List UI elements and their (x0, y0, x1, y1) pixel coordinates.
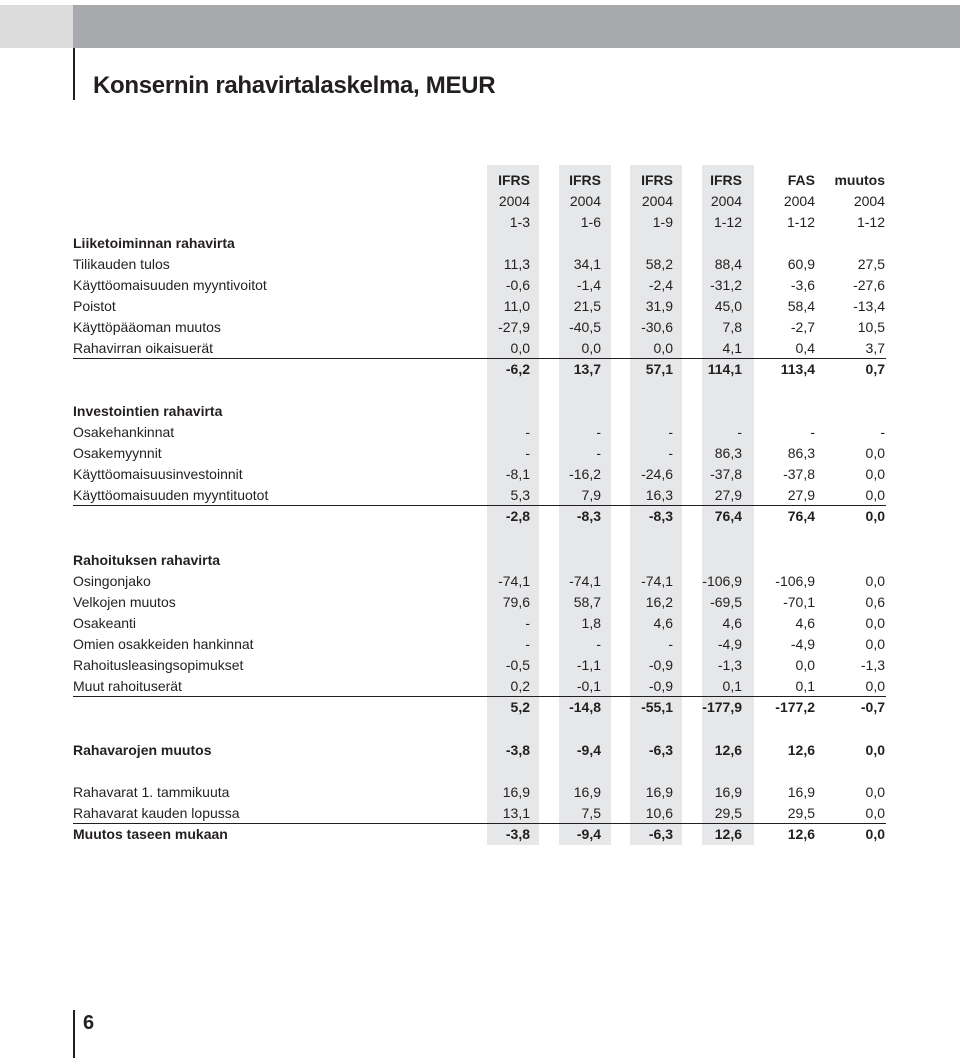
cell-ifrs-2004-q1: -3,8 (505, 826, 530, 842)
cell-muutos: 3,7 (865, 340, 885, 356)
header-band-light (0, 5, 73, 48)
cell-ifrs-2004-h1: 7,9 (581, 487, 601, 503)
cell-ifrs-2004-q1: IFRS (498, 172, 530, 188)
table-row (73, 253, 886, 274)
table-row (73, 570, 886, 591)
cell-ifrs-2004-fy: -4,9 (717, 636, 742, 652)
cell-fas-2004-fy: 12,6 (787, 742, 815, 758)
cell-ifrs-2004-fy: -31,2 (710, 277, 742, 293)
subtotal-row (73, 505, 886, 526)
cell-muutos: 0,0 (865, 805, 885, 821)
table-row (73, 484, 886, 505)
cell-ifrs-2004-h1: -1,4 (576, 277, 601, 293)
cell-muutos: 1-12 (856, 214, 885, 230)
row-label: Tilikauden tulos (73, 256, 170, 272)
cell-muutos: 0,0 (865, 445, 885, 461)
cell-fas-2004-fy: 0,0 (795, 657, 815, 673)
row-label: Muut rahoituserät (73, 678, 182, 694)
cell-ifrs-2004-q1: -74,1 (498, 573, 530, 589)
cell-ifrs-2004-q1: 2004 (498, 193, 530, 209)
table-row (73, 633, 886, 654)
cell-ifrs-2004-9m: IFRS (641, 172, 673, 188)
header-row-standard (73, 169, 886, 190)
cell-fas-2004-fy: -4,9 (790, 636, 815, 652)
muutos-taseen-mukaan-row (73, 823, 886, 844)
cell-ifrs-2004-h1: 1,8 (581, 615, 601, 631)
row-label: Rahavirran oikaisuerät (73, 340, 214, 356)
cell-ifrs-2004-q1: - (525, 445, 530, 461)
cell-ifrs-2004-9m: 16,3 (645, 487, 673, 503)
section-heading (73, 549, 886, 570)
cell-muutos: -1,3 (860, 657, 885, 673)
cell-fas-2004-fy: -70,1 (783, 594, 815, 610)
cell-ifrs-2004-9m: -30,6 (641, 319, 673, 335)
cell-ifrs-2004-fy: 4,1 (722, 340, 742, 356)
row-label: Osakehankinnat (73, 424, 175, 440)
table-row (73, 421, 886, 442)
subtotal-row (73, 358, 886, 379)
subtotal-row (73, 696, 886, 717)
cell-fas-2004-fy: 2004 (783, 193, 815, 209)
cell-ifrs-2004-fy: -1,3 (717, 657, 742, 673)
cell-ifrs-2004-h1: - (596, 445, 601, 461)
table-row (73, 612, 886, 633)
cell-fas-2004-fy: 0,1 (795, 678, 815, 694)
cell-fas-2004-fy: 1-12 (786, 214, 815, 230)
cell-fas-2004-fy: 4,6 (795, 615, 815, 631)
cell-ifrs-2004-9m: -55,1 (641, 699, 673, 715)
header-row-period (73, 211, 886, 232)
page-title: Konsernin rahavirtalaskelma, MEUR (93, 72, 496, 99)
cell-fas-2004-fy: 113,4 (780, 361, 815, 377)
cell-ifrs-2004-q1: -3,8 (505, 742, 530, 758)
row-label: Poistot (73, 298, 116, 314)
title-accent-line (73, 48, 75, 100)
row-label: Osakemyynnit (73, 445, 162, 461)
cell-muutos: 0,0 (865, 636, 885, 652)
cell-ifrs-2004-q1: 16,9 (502, 784, 530, 800)
cell-ifrs-2004-fy: 27,9 (714, 487, 742, 503)
cell-ifrs-2004-fy: 12,6 (714, 742, 742, 758)
cell-ifrs-2004-h1: 58,7 (573, 594, 601, 610)
cell-ifrs-2004-h1: -1,1 (576, 657, 601, 673)
cell-fas-2004-fy: -37,8 (783, 466, 815, 482)
row-label: Omien osakkeiden hankinnat (73, 636, 254, 652)
cell-muutos: muutos (834, 172, 885, 188)
cell-ifrs-2004-h1: 2004 (569, 193, 601, 209)
table-row (73, 337, 886, 358)
cell-ifrs-2004-fy: 7,8 (722, 319, 742, 335)
row-label: Käyttöomaisuuden myyntituotot (73, 487, 269, 503)
cell-ifrs-2004-q1: 0,0 (510, 340, 530, 356)
cell-fas-2004-fy: 60,9 (787, 256, 815, 272)
cell-fas-2004-fy: FAS (787, 172, 815, 188)
cell-ifrs-2004-q1: -6,2 (505, 361, 530, 377)
cell-fas-2004-fy: 86,3 (787, 445, 815, 461)
table-row (73, 654, 886, 675)
cell-ifrs-2004-h1: 1-6 (580, 214, 601, 230)
row-label: Liiketoiminnan rahavirta (73, 235, 235, 251)
cell-ifrs-2004-h1: 13,7 (573, 361, 601, 377)
page-number: 6 (83, 1012, 95, 1034)
cell-muutos: - (880, 424, 885, 440)
cell-ifrs-2004-h1: -16,2 (569, 466, 601, 482)
row-label: Velkojen muutos (73, 594, 176, 610)
cell-ifrs-2004-9m: - (668, 445, 673, 461)
cell-ifrs-2004-q1: 11,0 (503, 298, 530, 314)
cell-ifrs-2004-q1: - (525, 636, 530, 652)
cell-ifrs-2004-fy: 0,1 (722, 678, 742, 694)
cell-muutos: 0,6 (865, 594, 885, 610)
cash-row (73, 781, 886, 802)
cell-ifrs-2004-q1: 79,6 (502, 594, 530, 610)
cell-ifrs-2004-h1: 21,5 (573, 298, 601, 314)
cell-ifrs-2004-h1: IFRS (569, 172, 601, 188)
cell-ifrs-2004-9m: -24,6 (641, 466, 673, 482)
cell-ifrs-2004-h1: 7,5 (581, 805, 601, 821)
cell-ifrs-2004-9m: - (668, 636, 673, 652)
table-row (73, 316, 886, 337)
row-label: Rahoituksen rahavirta (73, 552, 221, 568)
row-label: Käyttöpääoman muutos (73, 319, 221, 335)
cell-fas-2004-fy: 0,4 (795, 340, 815, 356)
cell-ifrs-2004-fy: 12,6 (714, 826, 742, 842)
cell-ifrs-2004-q1: -8,1 (505, 466, 530, 482)
row-label: Investointien rahavirta (73, 403, 223, 419)
cell-ifrs-2004-fy: -37,8 (710, 466, 742, 482)
cell-ifrs-2004-fy: 114,1 (707, 361, 742, 377)
cell-fas-2004-fy: 16,9 (787, 784, 815, 800)
cell-muutos: 0,0 (865, 615, 885, 631)
row-label: Rahoitusleasingsopimukset (73, 657, 244, 673)
table-row (73, 463, 886, 484)
cell-ifrs-2004-h1: 34,1 (573, 256, 601, 272)
header-row-year (73, 190, 886, 211)
cell-ifrs-2004-9m: -6,3 (648, 826, 673, 842)
cell-muutos: 27,5 (857, 256, 885, 272)
cell-ifrs-2004-h1: 0,0 (581, 340, 601, 356)
cell-ifrs-2004-q1: 0,2 (510, 678, 530, 694)
row-label: Käyttöomaisuuden myyntivoitot (73, 277, 267, 293)
cell-fas-2004-fy: 12,6 (787, 826, 815, 842)
cell-ifrs-2004-9m: 0,0 (653, 340, 673, 356)
cell-ifrs-2004-q1: 13,1 (502, 805, 530, 821)
cell-ifrs-2004-h1: -9,4 (576, 826, 601, 842)
cell-muutos: 0,0 (865, 466, 885, 482)
cell-ifrs-2004-9m: 16,2 (645, 594, 673, 610)
cell-muutos: 0,0 (865, 487, 885, 503)
row-label: Käyttöomaisuusinvestoinnit (73, 466, 243, 482)
cell-ifrs-2004-fy: 2004 (710, 193, 742, 209)
cell-muutos: 0,0 (865, 678, 885, 694)
cell-fas-2004-fy: -3,6 (790, 277, 815, 293)
row-label: Osakeanti (73, 615, 137, 631)
cell-muutos: -0,7 (860, 699, 885, 715)
cell-ifrs-2004-fy: 1-12 (713, 214, 742, 230)
cell-muutos: 0,0 (865, 826, 885, 842)
cell-fas-2004-fy: 27,9 (787, 487, 815, 503)
cell-fas-2004-fy: - (810, 424, 815, 440)
cell-ifrs-2004-h1: - (596, 636, 601, 652)
cell-ifrs-2004-9m: 10,6 (645, 805, 673, 821)
cell-ifrs-2004-fy: 76,4 (714, 508, 742, 524)
cell-muutos: 0,0 (865, 784, 885, 800)
cell-fas-2004-fy: 29,5 (787, 805, 815, 821)
cell-fas-2004-fy: 76,4 (787, 508, 815, 524)
row-label: Rahavarat 1. tammikuuta (73, 784, 230, 800)
cell-ifrs-2004-q1: - (525, 424, 530, 440)
cell-muutos: 0,0 (865, 573, 885, 589)
cell-ifrs-2004-fy: -69,5 (710, 594, 742, 610)
cell-fas-2004-fy: -177,2 (775, 699, 815, 715)
cash-row (73, 802, 886, 823)
cell-ifrs-2004-q1: -2,8 (505, 508, 530, 524)
cell-ifrs-2004-9m: -8,3 (648, 508, 673, 524)
cell-ifrs-2004-q1: -0,6 (505, 277, 530, 293)
cell-muutos: 0,0 (865, 742, 885, 758)
cell-ifrs-2004-9m: -2,4 (648, 277, 673, 293)
page-number-accent-line (73, 1010, 75, 1058)
cell-ifrs-2004-fy: -106,9 (702, 573, 742, 589)
cell-ifrs-2004-q1: - (525, 615, 530, 631)
cell-ifrs-2004-9m: 2004 (641, 193, 673, 209)
cell-ifrs-2004-q1: 11,3 (503, 256, 530, 272)
cell-ifrs-2004-fy: 16,9 (714, 784, 742, 800)
table-row (73, 591, 886, 612)
cell-muutos: 2004 (853, 193, 885, 209)
table-row (73, 442, 886, 463)
cell-muutos: 10,5 (857, 319, 885, 335)
cell-ifrs-2004-9m: 31,9 (645, 298, 673, 314)
cell-ifrs-2004-fy: -177,9 (702, 699, 742, 715)
cell-ifrs-2004-h1: -14,8 (569, 699, 601, 715)
cell-ifrs-2004-h1: -9,4 (576, 742, 601, 758)
cell-ifrs-2004-h1: 16,9 (573, 784, 601, 800)
row-label: Rahavarat kauden lopussa (73, 805, 240, 821)
cell-ifrs-2004-fy: 4,6 (722, 615, 742, 631)
cell-ifrs-2004-fy: 88,4 (714, 256, 742, 272)
cell-muutos: 0,0 (865, 508, 885, 524)
cell-ifrs-2004-q1: -27,9 (498, 319, 530, 335)
cell-ifrs-2004-9m: 4,6 (653, 615, 673, 631)
cell-muutos: -13,4 (853, 298, 885, 314)
cell-ifrs-2004-h1: -8,3 (576, 508, 601, 524)
section-heading (73, 232, 886, 253)
cell-fas-2004-fy: -106,9 (775, 573, 815, 589)
cell-ifrs-2004-fy: 86,3 (714, 445, 742, 461)
cell-ifrs-2004-9m: -0,9 (648, 678, 673, 694)
cell-ifrs-2004-q1: 5,3 (510, 487, 530, 503)
cell-ifrs-2004-h1: - (596, 424, 601, 440)
cell-fas-2004-fy: 58,4 (787, 298, 815, 314)
cell-ifrs-2004-9m: - (668, 424, 673, 440)
rahavarojen-muutos-row (73, 739, 886, 760)
row-label: Rahavarojen muutos (73, 742, 212, 758)
cell-ifrs-2004-9m: -0,9 (648, 657, 673, 673)
row-label: Osingonjako (73, 573, 151, 589)
cell-ifrs-2004-fy: IFRS (710, 172, 742, 188)
table-row (73, 295, 886, 316)
cell-ifrs-2004-9m: 57,1 (645, 361, 673, 377)
cell-ifrs-2004-9m: -74,1 (641, 573, 673, 589)
table-row (73, 675, 886, 696)
cell-muutos: -27,6 (853, 277, 885, 293)
cell-ifrs-2004-q1: 5,2 (510, 699, 530, 715)
cell-ifrs-2004-fy: 29,5 (714, 805, 742, 821)
cell-ifrs-2004-h1: -74,1 (569, 573, 601, 589)
cell-ifrs-2004-fy: - (737, 424, 742, 440)
cell-ifrs-2004-9m: 1-9 (652, 214, 673, 230)
cell-ifrs-2004-9m: 16,9 (645, 784, 673, 800)
cell-ifrs-2004-q1: -0,5 (505, 657, 530, 673)
cell-ifrs-2004-fy: 45,0 (714, 298, 742, 314)
cell-ifrs-2004-h1: -0,1 (576, 678, 601, 694)
row-label: Muutos taseen mukaan (73, 826, 228, 842)
cell-ifrs-2004-h1: -40,5 (569, 319, 601, 335)
cell-fas-2004-fy: -2,7 (790, 319, 815, 335)
cell-ifrs-2004-q1: 1-3 (509, 214, 530, 230)
section-heading (73, 400, 886, 421)
cell-ifrs-2004-9m: 58,2 (645, 256, 673, 272)
table-row (73, 274, 886, 295)
cell-ifrs-2004-9m: -6,3 (648, 742, 673, 758)
header-band-dark (73, 5, 960, 48)
cell-muutos: 0,7 (865, 361, 885, 377)
